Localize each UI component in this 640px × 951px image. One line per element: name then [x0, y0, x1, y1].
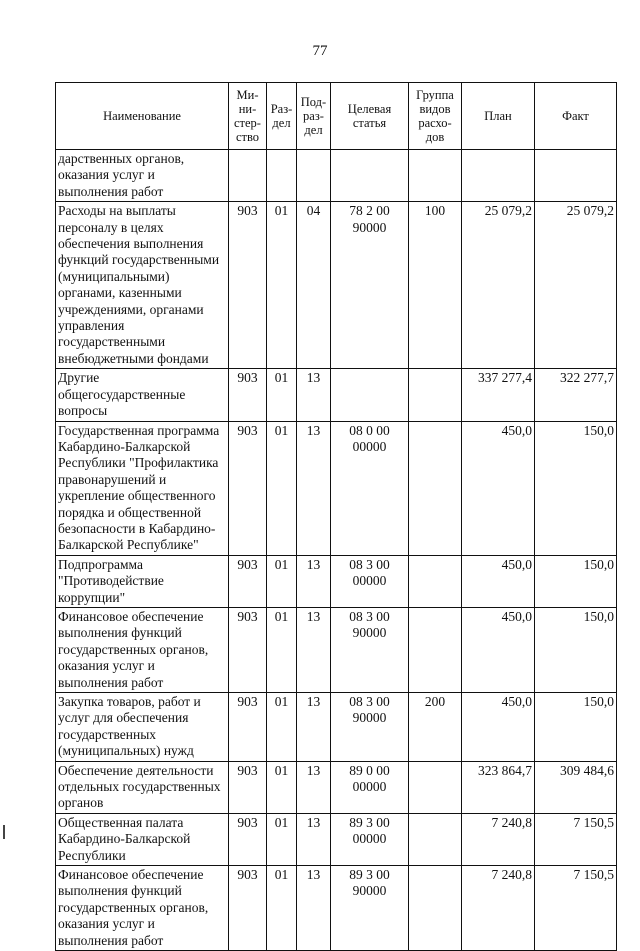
- row-target: 89 3 00 90000: [331, 866, 409, 951]
- row-fact: 150,0: [535, 607, 617, 692]
- row-section: 01: [267, 202, 297, 369]
- budget-table: [55, 82, 617, 951]
- row-ministry: 903: [229, 607, 267, 692]
- row-fact: 150,0: [535, 421, 617, 555]
- row-plan: 337 277,4: [462, 369, 535, 421]
- row-fact: 25 079,2: [535, 202, 617, 369]
- row-subsection: 13: [297, 761, 331, 813]
- row-name: Другие общегосударственные вопросы: [56, 369, 229, 421]
- table-row: [56, 866, 617, 951]
- row-target: 89 3 00 00000: [331, 813, 409, 865]
- row-expense-type: [409, 555, 462, 607]
- row-expense-type: [409, 150, 462, 202]
- row-fact: 309 484,6: [535, 761, 617, 813]
- header-name: Наименование: [56, 83, 229, 150]
- row-name: Подпрограмма "Противодействие коррупции": [56, 555, 229, 607]
- header-plan: План: [462, 83, 535, 150]
- row-name: Общественная палата Кабардино-Балкарской Республики: [56, 813, 229, 865]
- row-target: 08 3 00 90000: [331, 607, 409, 692]
- row-expense-type: 200: [409, 693, 462, 762]
- row-fact: 7 150,5: [535, 813, 617, 865]
- row-ministry: 903: [229, 421, 267, 555]
- row-target: 08 3 00 00000: [331, 555, 409, 607]
- row-section: 01: [267, 369, 297, 421]
- row-subsection: 13: [297, 693, 331, 762]
- header-fact: Факт: [535, 83, 617, 150]
- header-section: Раз-дел: [267, 83, 297, 150]
- header-target-article: Целевая статья: [331, 83, 409, 150]
- row-ministry: 903: [229, 866, 267, 951]
- table-row: [56, 813, 617, 865]
- row-fact: [535, 150, 617, 202]
- row-name: Обеспечение деятельности отдельных государственных органов: [56, 761, 229, 813]
- table-row: [56, 150, 617, 202]
- row-plan: 450,0: [462, 607, 535, 692]
- row-subsection: 04: [297, 202, 331, 369]
- row-expense-type: [409, 866, 462, 951]
- row-expense-type: [409, 813, 462, 865]
- row-section: 01: [267, 761, 297, 813]
- row-section: 01: [267, 421, 297, 555]
- table-row: [56, 693, 617, 762]
- row-section: 01: [267, 813, 297, 865]
- row-target: 89 0 00 00000: [331, 761, 409, 813]
- row-name: Финансовое обеспечение выполнения функций государственных органов, оказания услуг и выполнения работ: [56, 607, 229, 692]
- row-plan: 7 240,8: [462, 866, 535, 951]
- row-name: дарственных органов, оказания услуг и выполнения работ: [56, 150, 229, 202]
- row-target: 78 2 00 90000: [331, 202, 409, 369]
- row-plan: [462, 150, 535, 202]
- row-subsection: 13: [297, 421, 331, 555]
- row-ministry: 903: [229, 202, 267, 369]
- page-number: 77: [312, 43, 328, 59]
- header-row: [56, 83, 617, 150]
- row-section: [267, 150, 297, 202]
- row-name: Закупка товаров, работ и услуг для обеспечения государственных (муниципальных) нужд: [56, 693, 229, 762]
- row-target: 08 0 00 00000: [331, 421, 409, 555]
- scan-edge-mark: [3, 825, 5, 839]
- row-expense-type: [409, 607, 462, 692]
- row-ministry: 903: [229, 761, 267, 813]
- row-plan: 450,0: [462, 421, 535, 555]
- row-ministry: 903: [229, 693, 267, 762]
- table-row: [56, 607, 617, 692]
- row-section: 01: [267, 693, 297, 762]
- table-row: [56, 555, 617, 607]
- header-ministry: Ми-ни-стер-ство: [229, 83, 267, 150]
- row-plan: 323 864,7: [462, 761, 535, 813]
- table-row: [56, 369, 617, 421]
- row-fact: 7 150,5: [535, 866, 617, 951]
- table-row: [56, 421, 617, 555]
- row-subsection: [297, 150, 331, 202]
- table-row: [56, 202, 617, 369]
- row-target: [331, 150, 409, 202]
- row-plan: 450,0: [462, 693, 535, 762]
- row-subsection: 13: [297, 866, 331, 951]
- row-fact: 150,0: [535, 555, 617, 607]
- row-subsection: 13: [297, 369, 331, 421]
- table-row: [56, 761, 617, 813]
- row-expense-type: [409, 369, 462, 421]
- row-ministry: 903: [229, 813, 267, 865]
- row-name: Финансовое обеспечение выполнения функций государственных органов, оказания услуг и выполнения работ: [56, 866, 229, 951]
- row-name: Расходы на выплаты персоналу в целях обеспечения выполнения функций государственными (муниципальными) органами, казенными учреждениями, органами управления государственными внебюджетными фондами: [56, 202, 229, 369]
- row-name: Государственная программа Кабардино-Балкарской Республики "Профилактика правонарушений и укрепление общественного порядка и общественной безопасности в Кабардино-Балкарской Республике": [56, 421, 229, 555]
- row-subsection: 13: [297, 607, 331, 692]
- header-subsection: Под-раз-дел: [297, 83, 331, 150]
- row-ministry: 903: [229, 369, 267, 421]
- row-ministry: [229, 150, 267, 202]
- row-subsection: 13: [297, 555, 331, 607]
- header-expense-type: Группа видов расхо-дов: [409, 83, 462, 150]
- row-section: 01: [267, 607, 297, 692]
- row-subsection: 13: [297, 813, 331, 865]
- row-section: 01: [267, 866, 297, 951]
- row-ministry: 903: [229, 555, 267, 607]
- row-expense-type: 100: [409, 202, 462, 369]
- row-plan: 7 240,8: [462, 813, 535, 865]
- row-target: 08 3 00 90000: [331, 693, 409, 762]
- row-plan: 25 079,2: [462, 202, 535, 369]
- row-expense-type: [409, 761, 462, 813]
- row-section: 01: [267, 555, 297, 607]
- row-target: [331, 369, 409, 421]
- row-expense-type: [409, 421, 462, 555]
- row-plan: 450,0: [462, 555, 535, 607]
- row-fact: 322 277,7: [535, 369, 617, 421]
- row-fact: 150,0: [535, 693, 617, 762]
